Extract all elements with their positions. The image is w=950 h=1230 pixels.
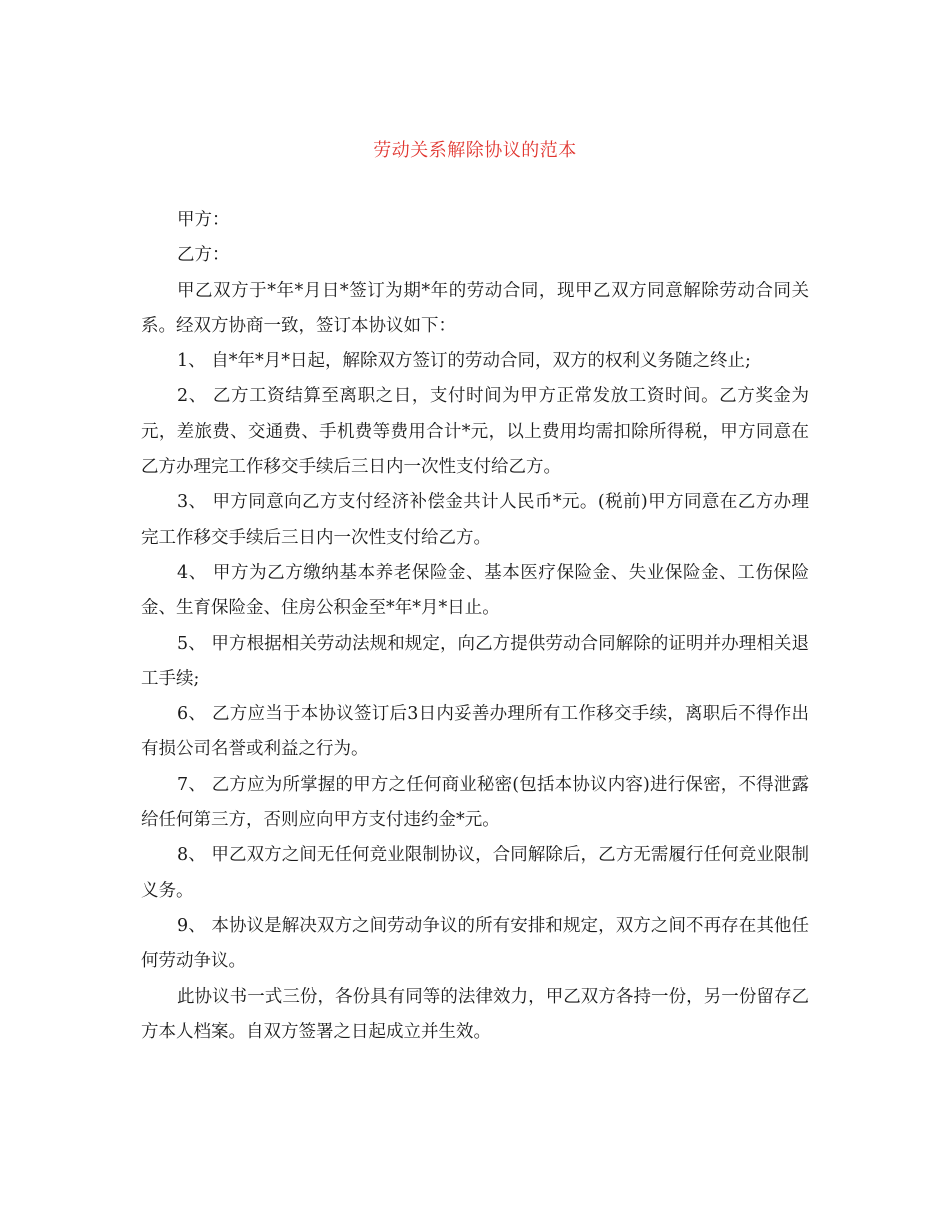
document-title: 劳动关系解除协议的范本 [373,140,577,161]
document-body [141,203,809,1050]
party-b-line: 乙方： [177,245,230,266]
clause-3: 3、 甲方同意向乙方支付经济补偿金共计人民币*元。(税前)甲方同意在乙方办理完工作移交手续后三日内一次性支付给乙方。 [141,492,809,548]
closing-paragraph: 此协议书一式三份，各份具有同等的法律效力，甲乙双方各持一份，另一份留存乙方本人档案。自双方签署之日起成立并生效。 [141,986,809,1042]
clause-5: 5、 甲方根据相关劳动法规和规定，向乙方提供劳动合同解除的证明并办理相关退工手续; [141,633,809,689]
party-a-line: 甲方： [177,210,230,230]
intro-paragraph: 甲乙双方于*年*月日*签订为期*年的劳动合同，现甲乙双方同意解除劳动合同关系。经双方协商一致，签订本协议如下： [141,280,809,336]
clause-6: 6、 乙方应当于本协议签订后3日内妥善办理所有工作移交手续，离职后不得作出有损公司名誉或利益之行为。 [141,704,809,760]
clause-2: 2、 乙方工资结算至离职之日，支付时间为甲方正常发放工资时间。乙方奖金为元，差旅费、交通费、手机费等费用合计*元，以上费用均需扣除所得税，甲方同意在乙方办理完工作移交手续后三日内一次性支付给乙方。 [141,386,809,478]
clause-8: 8、 甲乙双方之间无任何竞业限制协议，合同解除后，乙方无需履行任何竞业限制义务。 [141,845,809,901]
clause-1: 1、 自*年*月*日起，解除双方签订的劳动合同，双方的权利义务随之终止; [177,351,751,372]
clause-9: 9、 本协议是解决双方之间劳动争议的所有安排和规定，双方之间不再存在其他任何劳动争议。 [141,915,809,972]
clause-7: 7、 乙方应为所掌握的甲方之任何商业秘密(包括本协议内容)进行保密，不得泄露给任何第三方，否则应向甲方支付违约金*元。 [141,774,809,831]
clause-4: 4、 甲方为乙方缴纳基本养老保险金、基本医疗保险金、失业保险金、工伤保险金、生育保险金、住房公积金至*年*月*日止。 [141,562,809,619]
